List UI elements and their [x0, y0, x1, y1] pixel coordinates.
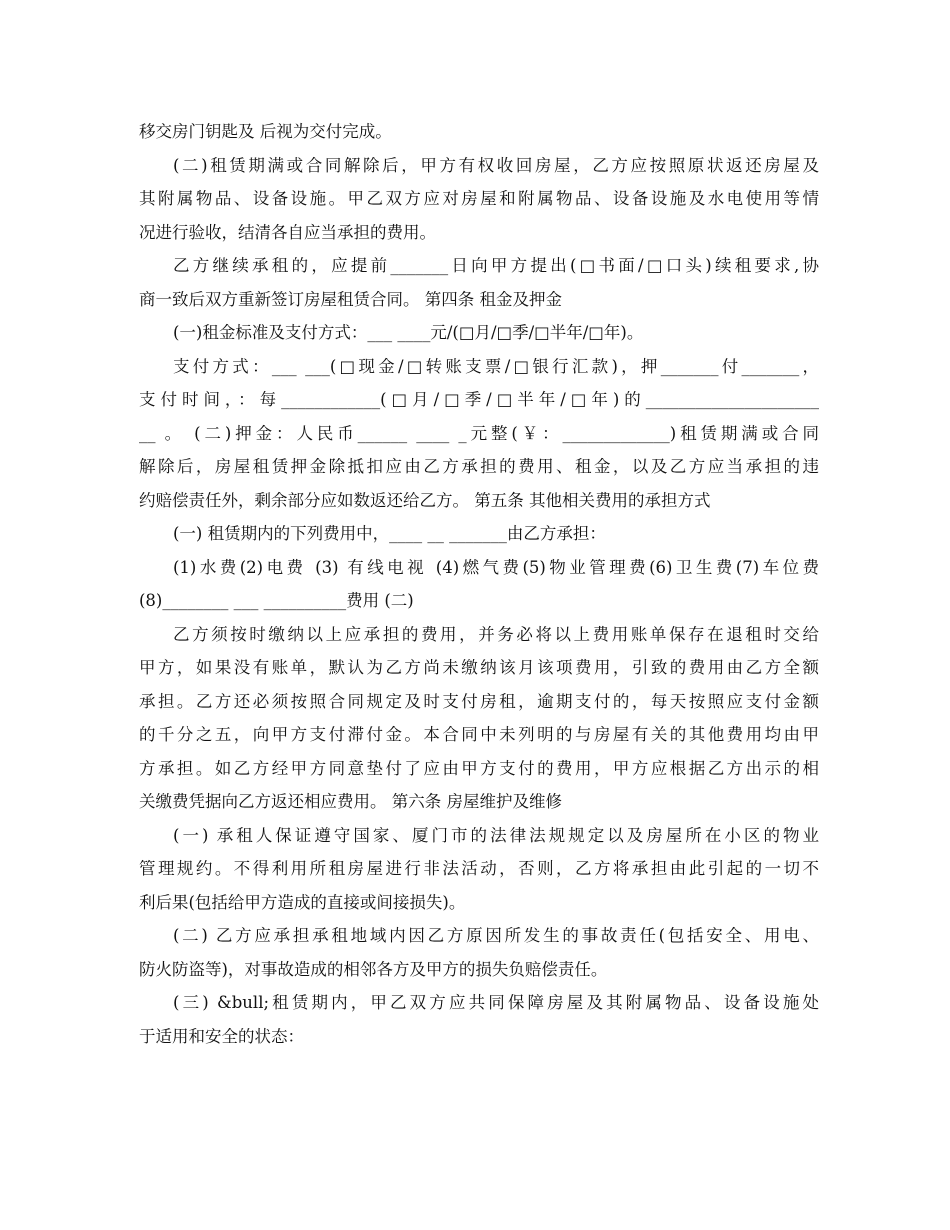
text-line: (二) 乙方应承担承租地域内因乙方原因所发生的事故责任(包括安全、用电、	[173, 926, 819, 945]
text-line: 方承担。如乙方经甲方同意垫付了应由甲方支付的费用，甲方应根据乙方出示的相	[139, 758, 819, 778]
text-line: 其附属物品、设备设施。甲乙双方应对房屋和附属物品、设备设施及水电使用等情	[139, 189, 819, 208]
text-line: 关缴费凭据向乙方返还相应费用。 第六条 房屋维护及维修	[139, 792, 562, 811]
text-line: 况进行验收，结清各自应当承担的费用。	[139, 222, 436, 242]
text-line: 承担。乙方还必须按照合同规定及时支付房租，逾期支付的，每天按照应支付金额	[139, 691, 819, 711]
text-line: (1)水费(2)电费 (3) 有线电视 (4)燃气费(5)物业管理费(6)卫生费(7)车位费	[173, 557, 819, 577]
text-line: 利后果(包括给甲方造成的直接或间接损失)。	[139, 892, 466, 912]
text-line: (一) 承租人保证遵守国家、厦门市的法律法规规定以及房屋所在小区的物业	[173, 825, 819, 845]
text-line: 防火防盗等)，对事故造成的相邻各方及甲方的损失负赔偿责任。	[139, 959, 608, 979]
text-line: 管理规约。不得利用所租房屋进行非法活动，否则，乙方将承担由此引起的一切不	[139, 859, 819, 878]
text-line: 乙方须按时缴纳以上应承担的费用，并务必将以上费用账单保存在退租时交给	[173, 624, 819, 644]
text-line: 于适用和安全的状态：	[139, 1026, 304, 1046]
text-line: (三) &bull;租赁期内，甲乙双方应共同保障房屋及其附属物品、设备设施处	[173, 993, 819, 1012]
text-line: 约赔偿责任外，剩余部分应如数返还给乙方。 第五条 其他相关费用的承担方式	[139, 490, 711, 510]
text-line: 解除后，房屋租赁押金除抵扣应由乙方承担的费用、租金，以及乙方应当承担的违	[139, 457, 819, 476]
text-line: 乙方继续承租的，应提前_______日向甲方提出(□书面/□口头)续租要求,协	[173, 256, 819, 275]
text-line: 支付时间，：每____________(□月/□季/□半年/□年)的_____________________	[139, 390, 819, 409]
text-line: 移交房门钥匙及 后视为交付完成。	[139, 122, 392, 141]
text-line: 支付方式：___ ___(□现金/□转账支票/□银行汇款)，押_______付_______，	[173, 356, 819, 376]
document-body	[139, 115, 819, 1053]
text-line: 甲方，如果没有账单，默认为乙方尚未缴纳该月该项费用，引致的费用由乙方全额	[139, 658, 819, 677]
text-line: (8)________ ___ __________费用 (二)	[139, 591, 414, 610]
text-line: 商一致后双方重新签订房屋租赁合同。 第四条 租金及押金	[139, 289, 562, 309]
text-line: 的千分之五，向甲方支付滞付金。本合同中未列明的与房屋有关的其他费用均由甲	[139, 725, 819, 744]
text-line: (二)租赁期满或合同解除后，甲方有权收回房屋，乙方应按照原状返还房屋及	[173, 155, 819, 175]
text-line: (一)租金标准及支付方式：___ ____元/(□月/□季/□半年/□年)。	[173, 323, 644, 342]
text-line: __ 。 (二)押金：人民币______ ____ _元整(￥：_____________)租赁期满或合同	[139, 423, 819, 443]
text-line: (一) 租赁期内的下列费用中，____ __ _______由乙方承担：	[173, 524, 606, 543]
